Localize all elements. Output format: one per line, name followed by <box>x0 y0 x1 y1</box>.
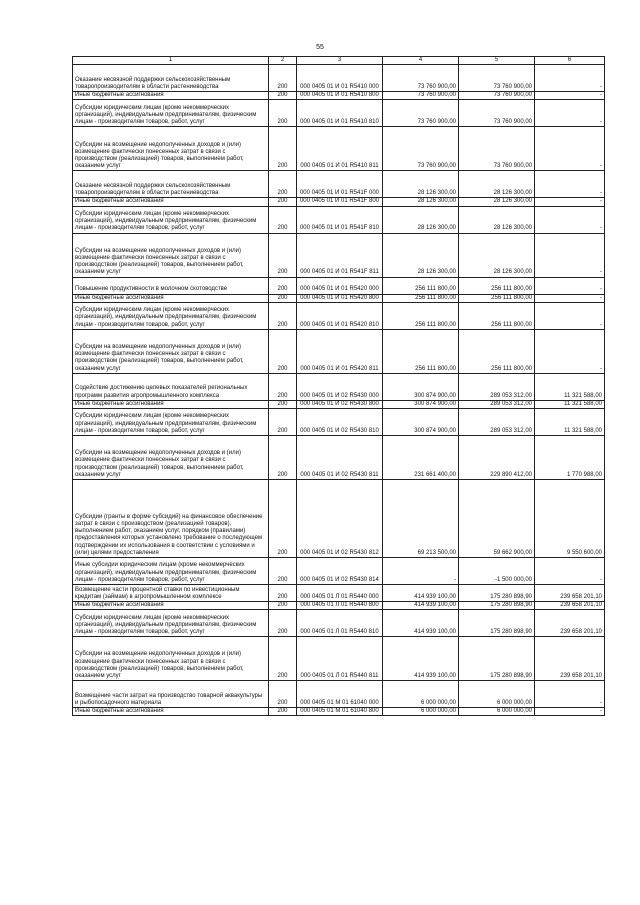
row-code-200: 200 <box>269 602 297 610</box>
row-budget-classification-code: 000 0405 01 Л 01 R5440 811 <box>297 637 383 681</box>
row-unexecuted-amount: 9 550 600,00 <box>535 480 605 558</box>
row-approved-amount: 73 760 900,00 <box>383 127 459 171</box>
table-row <box>73 65 605 92</box>
row-name: Повышение продуктивности в молочном скотоводстве <box>73 277 269 294</box>
table-row <box>73 681 605 708</box>
row-budget-classification-code: 000 0405 01 И 01 R5410 810 <box>297 100 383 127</box>
row-code-200: 200 <box>269 92 297 100</box>
row-budget-classification-code: 000 0405 01 И 01 R5410 811 <box>297 127 383 171</box>
row-unexecuted-amount: - <box>535 92 605 100</box>
row-name: Оказание несвязной поддержки сельскохозяйственным товаропроизводителям в области растениеводства <box>73 65 269 92</box>
row-executed-amount: 28 126 300,00 <box>459 233 535 277</box>
table-row <box>73 294 605 302</box>
row-approved-amount: 256 111 800,00 <box>383 302 459 329</box>
table-row <box>73 480 605 558</box>
row-budget-classification-code: 000 0405 01 И 02 R5430 800 <box>297 400 383 408</box>
row-executed-amount: 175 280 898,90 <box>459 637 535 681</box>
row-unexecuted-amount: - <box>535 294 605 302</box>
row-unexecuted-amount: - <box>535 681 605 708</box>
row-approved-amount: 300 874 900,00 <box>383 373 459 400</box>
row-executed-amount: 229 890 412,00 <box>459 436 535 480</box>
row-budget-classification-code: 000 0405 01 И 02 R5430 000 <box>297 373 383 400</box>
row-approved-amount: 6 000 000,00 <box>383 681 459 708</box>
row-budget-classification-code: 000 0405 01 И 01 R541F 810 <box>297 206 383 233</box>
row-unexecuted-amount: - <box>535 100 605 127</box>
row-approved-amount: - <box>383 558 459 585</box>
table-row <box>73 602 605 610</box>
row-budget-classification-code: 000 0405 01 И 01 R5420 811 <box>297 329 383 373</box>
row-unexecuted-amount: - <box>535 708 605 716</box>
row-name: Субсидии на возмещение недополученных доходов и (или) возмещение фактически понесенных затрат в связи с производством (реализацией) товаров, выполнением работ, оказанием услуг <box>73 436 269 480</box>
row-name: Субсидии юридическим лицам (кроме некоммерческих организаций), индивидуальным предпринимателям, физическим лицам - производителям товаров, работ, услуг <box>73 206 269 233</box>
table-row <box>73 558 605 585</box>
row-code-200: 200 <box>269 585 297 602</box>
row-approved-amount: 256 111 800,00 <box>383 277 459 294</box>
row-budget-classification-code: 000 0405 01 И 01 R5410 000 <box>297 65 383 92</box>
row-unexecuted-amount: 11 321 588,00 <box>535 373 605 400</box>
row-executed-amount: 73 760 900,00 <box>459 65 535 92</box>
table-row <box>73 400 605 408</box>
row-unexecuted-amount: 239 658 201,10 <box>535 637 605 681</box>
row-budget-classification-code: 000 0405 01 И 02 R5430 810 <box>297 409 383 436</box>
row-name: Субсидии на возмещение недополученных доходов и (или) возмещение фактически понесенных затрат в связи с производством (реализацией) товаров, выполнением работ, оказанием услуг <box>73 127 269 171</box>
table-row <box>73 127 605 171</box>
row-name: Субсидии юридическим лицам (кроме некоммерческих организаций), индивидуальным предпринимателям, физическим лицам - производителям товаров, работ, услуг <box>73 610 269 637</box>
row-unexecuted-amount: - <box>535 558 605 585</box>
table-header-row <box>73 57 605 65</box>
table-row <box>73 329 605 373</box>
row-approved-amount: 28 126 300,00 <box>383 233 459 277</box>
row-executed-amount: 28 126 300,00 <box>459 171 535 198</box>
row-budget-classification-code: 000 0405 01 Л 01 R5440 800 <box>297 602 383 610</box>
row-name: Возмещение части процентной ставки по инвестиционным кредитам (займам) в агропромышленном комплексе <box>73 585 269 602</box>
row-budget-classification-code: 000 0405 01 И 01 R5420 000 <box>297 277 383 294</box>
row-unexecuted-amount: - <box>535 302 605 329</box>
row-code-200: 200 <box>269 558 297 585</box>
row-name: Иные бюджетные ассигнования <box>73 708 269 716</box>
row-executed-amount: 256 111 800,00 <box>459 277 535 294</box>
table-row <box>73 585 605 602</box>
row-name: Иные бюджетные ассигнования <box>73 92 269 100</box>
row-code-200: 200 <box>269 65 297 92</box>
row-name: Возмещение части затрат на производство товарной аквакультуры и рыбопосадочного материала <box>73 681 269 708</box>
page-number: 55 <box>316 44 324 51</box>
row-code-200: 200 <box>269 233 297 277</box>
row-approved-amount: 6 000 000,00 <box>383 708 459 716</box>
row-unexecuted-amount: 239 658 201,10 <box>535 585 605 602</box>
row-budget-classification-code: 000 0405 01 Л 01 R5440 000 <box>297 585 383 602</box>
row-budget-classification-code: 000 0405 01 М 01 61040 000 <box>297 681 383 708</box>
row-code-200: 200 <box>269 277 297 294</box>
row-code-200: 200 <box>269 681 297 708</box>
row-name: Субсидии на возмещение недополученных доходов и (или) возмещение фактически понесенных затрат в связи с производством (реализацией) товаров, выполнением работ, оказанием услуг <box>73 233 269 277</box>
row-budget-classification-code: 000 0405 01 И 01 R541F 000 <box>297 171 383 198</box>
row-executed-amount: 256 111 800,00 <box>459 302 535 329</box>
row-code-200: 200 <box>269 294 297 302</box>
row-name: Субсидии юридическим лицам (кроме некоммерческих организаций), индивидуальным предпринимателям, физическим лицам - производителям товаров, работ, услуг <box>73 100 269 127</box>
row-name: Иные субсидии юридическим лицам (кроме некоммерческих организаций), индивидуальным предпринимателям, физическим лицам - производителям товаров, работ, услуг <box>73 558 269 585</box>
row-executed-amount: 289 053 312,00 <box>459 373 535 400</box>
table-row <box>73 171 605 198</box>
row-code-200: 200 <box>269 329 297 373</box>
row-approved-amount: 256 111 800,00 <box>383 294 459 302</box>
row-unexecuted-amount: - <box>535 171 605 198</box>
row-unexecuted-amount: - <box>535 127 605 171</box>
header-col-5: 5 <box>459 57 535 65</box>
row-budget-classification-code: 000 0405 01 И 02 R5430 814 <box>297 558 383 585</box>
row-unexecuted-amount: - <box>535 198 605 206</box>
row-name: Иные бюджетные ассигнования <box>73 400 269 408</box>
row-unexecuted-amount: 239 658 201,10 <box>535 602 605 610</box>
row-executed-amount: 256 111 800,00 <box>459 329 535 373</box>
row-approved-amount: 28 126 300,00 <box>383 171 459 198</box>
row-approved-amount: 73 760 900,00 <box>383 92 459 100</box>
table-row <box>73 100 605 127</box>
table-row <box>73 610 605 637</box>
row-approved-amount: 300 874 900,00 <box>383 400 459 408</box>
table-body <box>73 65 605 716</box>
row-executed-amount: 175 280 898,90 <box>459 585 535 602</box>
row-name: Субсидии юридическим лицам (кроме некоммерческих организаций), индивидуальным предпринимателям, физическим лицам - производителям товаров, работ, услуг <box>73 302 269 329</box>
row-code-200: 200 <box>269 127 297 171</box>
row-unexecuted-amount: 11 321 588,00 <box>535 409 605 436</box>
row-executed-amount: 175 280 898,90 <box>459 610 535 637</box>
header-col-4: 4 <box>383 57 459 65</box>
row-unexecuted-amount: 1 770 988,00 <box>535 436 605 480</box>
row-approved-amount: 231 661 400,00 <box>383 436 459 480</box>
row-approved-amount: 414 939 100,00 <box>383 602 459 610</box>
row-approved-amount: 414 939 100,00 <box>383 610 459 637</box>
row-code-200: 200 <box>269 480 297 558</box>
row-code-200: 200 <box>269 100 297 127</box>
row-executed-amount: 289 053 312,00 <box>459 409 535 436</box>
row-unexecuted-amount: - <box>535 329 605 373</box>
row-code-200: 200 <box>269 198 297 206</box>
row-approved-amount: 414 939 100,00 <box>383 637 459 681</box>
row-unexecuted-amount: 11 321 588,00 <box>535 400 605 408</box>
row-executed-amount: 6 000 000,00 <box>459 708 535 716</box>
row-approved-amount: 73 760 900,00 <box>383 65 459 92</box>
row-approved-amount: 28 126 300,00 <box>383 206 459 233</box>
table-row <box>73 92 605 100</box>
header-col-3: 3 <box>297 57 383 65</box>
row-executed-amount: 73 760 900,00 <box>459 92 535 100</box>
row-executed-amount: -1 500 000,00 <box>459 558 535 585</box>
row-executed-amount: 289 053 312,00 <box>459 400 535 408</box>
header-col-6: 6 <box>535 57 605 65</box>
row-code-200: 200 <box>269 373 297 400</box>
row-name: Субсидии юридическим лицам (кроме некоммерческих организаций), индивидуальным предпринимателям, физическим лицам - производителям товаров, работ, услуг <box>73 409 269 436</box>
row-name: Субсидии на возмещение недополученных доходов и (или) возмещение фактически понесенных затрат в связи с производством (реализацией) товаров, выполнением работ, оказанием услуг <box>73 329 269 373</box>
row-name: Содействие достижению целевых показателей региональных программ развития агропромышленного комплекса <box>73 373 269 400</box>
row-name: Субсидии на возмещение недополученных доходов и (или) возмещение фактически понесенных затрат в связи с производством (реализацией) товаров, выполнением работ, оказанием услуг <box>73 637 269 681</box>
table-row <box>73 373 605 400</box>
row-approved-amount: 414 939 100,00 <box>383 585 459 602</box>
table-row <box>73 637 605 681</box>
row-name: Иные бюджетные ассигнования <box>73 294 269 302</box>
row-approved-amount: 73 760 900,00 <box>383 100 459 127</box>
row-approved-amount: 300 874 900,00 <box>383 409 459 436</box>
row-executed-amount: 28 126 300,00 <box>459 198 535 206</box>
row-code-200: 200 <box>269 171 297 198</box>
row-unexecuted-amount: - <box>535 233 605 277</box>
row-unexecuted-amount: - <box>535 206 605 233</box>
row-code-200: 200 <box>269 206 297 233</box>
row-approved-amount: 28 126 300,00 <box>383 198 459 206</box>
table-row <box>73 436 605 480</box>
row-unexecuted-amount: 239 658 201,10 <box>535 610 605 637</box>
row-budget-classification-code: 000 0405 01 И 01 R5420 800 <box>297 294 383 302</box>
budget-execution-table <box>72 56 605 716</box>
row-code-200: 200 <box>269 708 297 716</box>
row-code-200: 200 <box>269 436 297 480</box>
table-row <box>73 233 605 277</box>
row-executed-amount: 256 111 800,00 <box>459 294 535 302</box>
row-executed-amount: 59 662 900,00 <box>459 480 535 558</box>
row-approved-amount: 69 213 500,00 <box>383 480 459 558</box>
row-budget-classification-code: 000 0405 01 Л 01 R5440 810 <box>297 610 383 637</box>
row-code-200: 200 <box>269 637 297 681</box>
row-executed-amount: 28 126 300,00 <box>459 206 535 233</box>
row-unexecuted-amount: - <box>535 277 605 294</box>
table-row <box>73 206 605 233</box>
row-code-200: 200 <box>269 302 297 329</box>
row-budget-classification-code: 000 0405 01 И 01 R5420 810 <box>297 302 383 329</box>
row-code-200: 200 <box>269 400 297 408</box>
table-row <box>73 198 605 206</box>
row-name: Иные бюджетные ассигнования <box>73 602 269 610</box>
row-executed-amount: 73 760 900,00 <box>459 100 535 127</box>
table-row <box>73 302 605 329</box>
row-budget-classification-code: 000 0405 01 И 01 R541F 811 <box>297 233 383 277</box>
row-approved-amount: 256 111 800,00 <box>383 329 459 373</box>
table-row <box>73 277 605 294</box>
row-code-200: 200 <box>269 610 297 637</box>
header-col-2: 2 <box>269 57 297 65</box>
row-executed-amount: 175 280 898,90 <box>459 602 535 610</box>
row-budget-classification-code: 000 0405 01 И 02 R5430 812 <box>297 480 383 558</box>
row-budget-classification-code: 000 0405 01 И 01 R541F 800 <box>297 198 383 206</box>
row-code-200: 200 <box>269 409 297 436</box>
row-budget-classification-code: 000 0405 01 И 02 R5430 811 <box>297 436 383 480</box>
row-name: Субсидии (гранты в форме субсидий) на финансовое обеспечение затрат в связи с производством (реализацией товаров), выполнением работ, оказанием услуг, порядком (правилами) предоставления которых установлено требование о последующем подтверждении их использования в соответствии с условиями и (или) целями предоставления <box>73 480 269 558</box>
table-row <box>73 708 605 716</box>
row-budget-classification-code: 000 0405 01 М 01 61040 800 <box>297 708 383 716</box>
row-name: Оказание несвязной поддержки сельскохозяйственным товаропроизводителям в области растениеводства <box>73 171 269 198</box>
row-name: Иные бюджетные ассигнования <box>73 198 269 206</box>
row-budget-classification-code: 000 0405 01 И 01 R5410 800 <box>297 92 383 100</box>
row-executed-amount: 73 760 900,00 <box>459 127 535 171</box>
table-row <box>73 409 605 436</box>
row-executed-amount: 6 000 000,00 <box>459 681 535 708</box>
header-col-1: 1 <box>73 57 269 65</box>
row-unexecuted-amount: - <box>535 65 605 92</box>
